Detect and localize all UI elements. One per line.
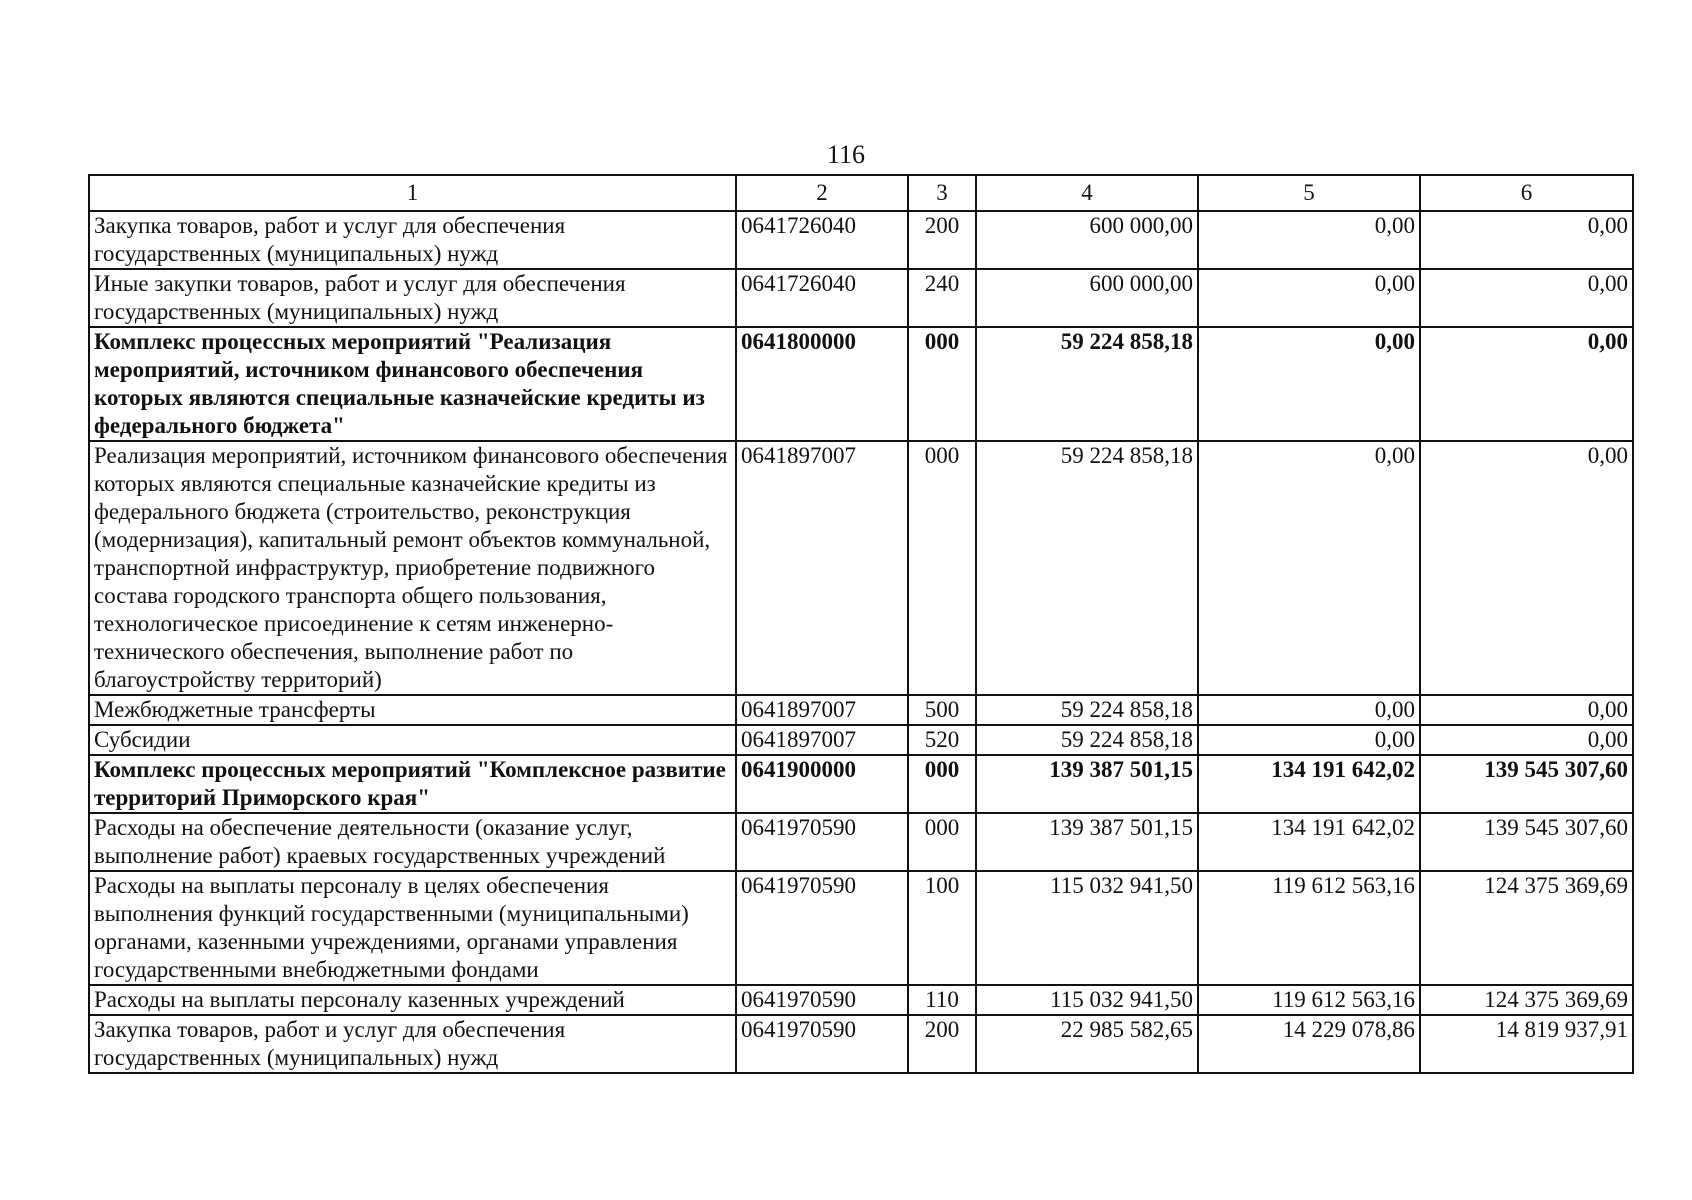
header-row bbox=[89, 175, 1633, 211]
row-code: 0641726040 bbox=[736, 269, 908, 327]
row-name: Иные закупки товаров, работ и услуг для обеспечения государственных (муниципальных) нужд bbox=[89, 269, 736, 327]
row-code: 0641970590 bbox=[736, 985, 908, 1015]
row-value-6: 0,00 bbox=[1420, 269, 1633, 327]
row-code: 0641897007 bbox=[736, 725, 908, 755]
row-value-6: 0,00 bbox=[1420, 327, 1633, 441]
row-value-4: 600 000,00 bbox=[976, 211, 1198, 269]
row-value-5: 0,00 bbox=[1198, 441, 1420, 695]
row-value-6: 14 819 937,91 bbox=[1420, 1015, 1633, 1073]
row-code: 0641897007 bbox=[736, 695, 908, 725]
row-value-5: 134 191 642,02 bbox=[1198, 813, 1420, 871]
row-value-4: 59 224 858,18 bbox=[976, 695, 1198, 725]
row-value-4: 59 224 858,18 bbox=[976, 725, 1198, 755]
row-value-4: 59 224 858,18 bbox=[976, 327, 1198, 441]
row-category: 000 bbox=[908, 813, 976, 871]
row-value-6: 0,00 bbox=[1420, 725, 1633, 755]
table-row-subtotal bbox=[89, 755, 1633, 813]
row-value-5: 0,00 bbox=[1198, 327, 1420, 441]
row-value-5: 134 191 642,02 bbox=[1198, 755, 1420, 813]
row-value-6: 139 545 307,60 bbox=[1420, 813, 1633, 871]
row-category: 100 bbox=[908, 871, 976, 985]
row-value-5: 14 229 078,86 bbox=[1198, 1015, 1420, 1073]
row-value-5: 0,00 bbox=[1198, 269, 1420, 327]
row-value-5: 0,00 bbox=[1198, 211, 1420, 269]
row-value-6: 124 375 369,69 bbox=[1420, 985, 1633, 1015]
table-row bbox=[89, 871, 1633, 985]
row-name: Реализация мероприятий, источником финансового обеспечения которых являются специальные казначейские кредиты из федерального бюджета (строительство, реконструкция (модернизация), капитальный ремонт объектов коммунальной, транспортной инфраструктур, приобретение подвижного состава городского транспорта общего пользования, технологическое присоединение к сетям инженерно-технического обеспечения, выполнение работ по благоустройству территорий) bbox=[89, 441, 736, 695]
table-row bbox=[89, 695, 1633, 725]
row-value-6: 0,00 bbox=[1420, 441, 1633, 695]
header-col-2: 2 bbox=[736, 175, 908, 211]
row-category: 520 bbox=[908, 725, 976, 755]
row-code: 0641726040 bbox=[736, 211, 908, 269]
row-value-6: 0,00 bbox=[1420, 695, 1633, 725]
header-col-1: 1 bbox=[89, 175, 736, 211]
row-name: Закупка товаров, работ и услуг для обеспечения государственных (муниципальных) нужд bbox=[89, 211, 736, 269]
row-value-4: 139 387 501,15 bbox=[976, 755, 1198, 813]
budget-table bbox=[88, 174, 1634, 1074]
row-name: Субсидии bbox=[89, 725, 736, 755]
row-category: 000 bbox=[908, 441, 976, 695]
table-row bbox=[89, 441, 1633, 695]
row-code: 0641970590 bbox=[736, 871, 908, 985]
row-category: 000 bbox=[908, 755, 976, 813]
row-name: Межбюджетные трансферты bbox=[89, 695, 736, 725]
row-value-4: 115 032 941,50 bbox=[976, 985, 1198, 1015]
row-category: 000 bbox=[908, 327, 976, 441]
page-number: 116 bbox=[826, 140, 866, 169]
row-value-4: 115 032 941,50 bbox=[976, 871, 1198, 985]
row-value-5: 0,00 bbox=[1198, 725, 1420, 755]
row-value-5: 119 612 563,16 bbox=[1198, 985, 1420, 1015]
row-category: 200 bbox=[908, 211, 976, 269]
row-value-4: 22 985 582,65 bbox=[976, 1015, 1198, 1073]
row-name: Комплекс процессных мероприятий "Реализация мероприятий, источником финансового обеспечения которых являются специальные казначейские кредиты из федерального бюджета" bbox=[89, 327, 736, 441]
table-row bbox=[89, 1015, 1633, 1073]
row-value-4: 600 000,00 bbox=[976, 269, 1198, 327]
table-row-subtotal bbox=[89, 327, 1633, 441]
row-code: 0641897007 bbox=[736, 441, 908, 695]
row-code: 0641900000 bbox=[736, 755, 908, 813]
table-row bbox=[89, 211, 1633, 269]
row-value-6: 139 545 307,60 bbox=[1420, 755, 1633, 813]
header-col-6: 6 bbox=[1420, 175, 1633, 211]
row-value-6: 0,00 bbox=[1420, 211, 1633, 269]
row-category: 110 bbox=[908, 985, 976, 1015]
row-value-5: 0,00 bbox=[1198, 695, 1420, 725]
row-value-4: 59 224 858,18 bbox=[976, 441, 1198, 695]
table-row bbox=[89, 813, 1633, 871]
row-code: 0641970590 bbox=[736, 1015, 908, 1073]
header-col-5: 5 bbox=[1198, 175, 1420, 211]
row-name: Закупка товаров, работ и услуг для обеспечения государственных (муниципальных) нужд bbox=[89, 1015, 736, 1073]
row-name: Расходы на выплаты персоналу в целях обеспечения выполнения функций государственными (муниципальными) органами, казенными учреждениями, органами управления государственными внебюджетными фондами bbox=[89, 871, 736, 985]
row-code: 0641800000 bbox=[736, 327, 908, 441]
row-name: Расходы на обеспечение деятельности (оказание услуг, выполнение работ) краевых государственных учреждений bbox=[89, 813, 736, 871]
header-col-3: 3 bbox=[908, 175, 976, 211]
row-value-4: 139 387 501,15 bbox=[976, 813, 1198, 871]
table-row bbox=[89, 985, 1633, 1015]
header-col-4: 4 bbox=[976, 175, 1198, 211]
row-category: 200 bbox=[908, 1015, 976, 1073]
row-name: Расходы на выплаты персоналу казенных учреждений bbox=[89, 985, 736, 1015]
row-category: 240 bbox=[908, 269, 976, 327]
row-value-6: 124 375 369,69 bbox=[1420, 871, 1633, 985]
row-category: 500 bbox=[908, 695, 976, 725]
table-row bbox=[89, 269, 1633, 327]
table-row bbox=[89, 725, 1633, 755]
row-code: 0641970590 bbox=[736, 813, 908, 871]
row-value-5: 119 612 563,16 bbox=[1198, 871, 1420, 985]
row-name: Комплекс процессных мероприятий "Комплексное развитие территорий Приморского края" bbox=[89, 755, 736, 813]
